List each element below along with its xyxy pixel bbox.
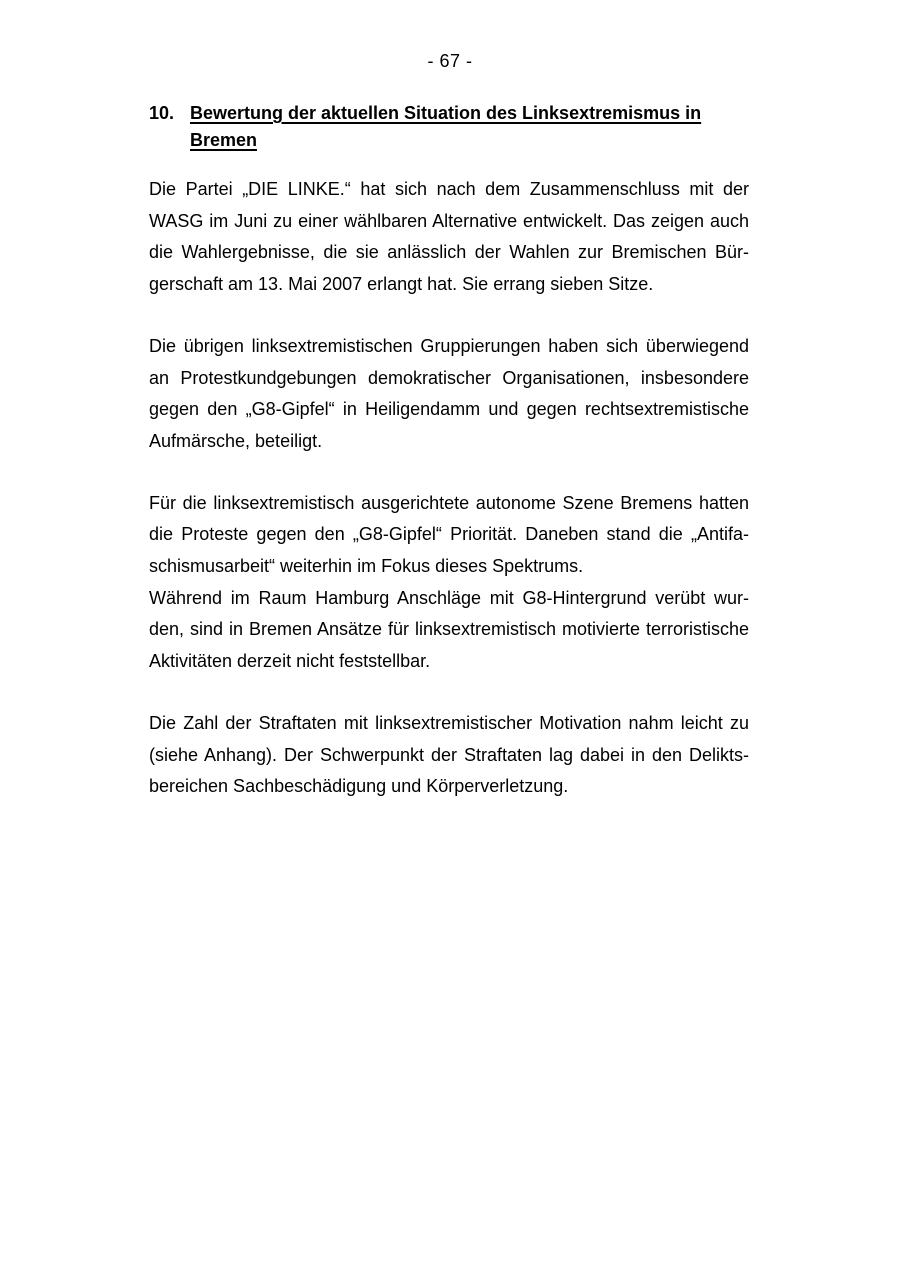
document-body bbox=[149, 174, 749, 803]
text-line: an Protestkundgebungen demokratischer Organisationen, insbesondere bbox=[149, 367, 749, 388]
text-line: Die übrigen linksextremistischen Gruppierungen haben sich überwiegend bbox=[149, 335, 749, 356]
paragraph-straftaten bbox=[149, 708, 749, 803]
section-number: 10. bbox=[149, 103, 175, 123]
text-line: die Wahlergebnisse, die sie anlässlich der Wahlen zur Bremischen Bür- bbox=[149, 242, 749, 263]
text-line: gegen den „G8-Gipfel“ in Heiligendamm und gegen rechtsextremistische bbox=[149, 399, 749, 420]
section-title-line-1: Bewertung der aktuellen Situation des Linksextremismus in bbox=[190, 103, 702, 123]
paragraph-die-linke bbox=[149, 174, 749, 301]
paragraph-terrorismus bbox=[149, 583, 749, 678]
text-line: Die Partei „DIE LINKE.“ hat sich nach dem Zusammenschluss mit der bbox=[149, 179, 749, 199]
text-line: Die Zahl der Straftaten mit linksextremistischer Motivation nahm leicht zu bbox=[149, 712, 749, 733]
text-line: bereichen Sachbeschädigung und Körperverletzung. bbox=[149, 776, 569, 797]
text-line: WASG im Juni zu einer wählbaren Alternative entwickelt. Das zeigen auch bbox=[149, 210, 749, 231]
section-title bbox=[190, 100, 701, 154]
text-line: schismusarbeit“ weiterhin im Fokus dieses Spektrums. bbox=[149, 556, 584, 577]
text-line: Für die linksextremistisch ausgerichtete autonome Szene Bremens hatten bbox=[149, 492, 749, 513]
page-number: - 67 - bbox=[427, 51, 473, 71]
paragraph-autonome-szene bbox=[149, 488, 749, 583]
text-line: die Proteste gegen den „G8-Gipfel“ Priorität. Daneben stand die „Antifa- bbox=[149, 524, 749, 545]
paragraph-gruppierungen bbox=[149, 331, 749, 458]
text-line: den, sind in Bremen Ansätze für linksextremistisch motivierte terroristische bbox=[149, 619, 749, 640]
text-line: Aufmärsche, beteiligt. bbox=[149, 430, 323, 451]
text-line: gerschaft am 13. Mai 2007 erlangt hat. Sie errang sieben Sitze. bbox=[149, 274, 654, 295]
section-heading bbox=[149, 100, 769, 154]
text-line: (siehe Anhang). Der Schwerpunkt der Straftaten lag dabei in den Delikts- bbox=[149, 744, 749, 765]
text-line: Aktivitäten derzeit nicht feststellbar. bbox=[149, 651, 431, 672]
text-line: Während im Raum Hamburg Anschläge mit G8-Hintergrund verübt wur- bbox=[149, 587, 749, 608]
section-title-line-2: Bremen bbox=[190, 130, 258, 150]
